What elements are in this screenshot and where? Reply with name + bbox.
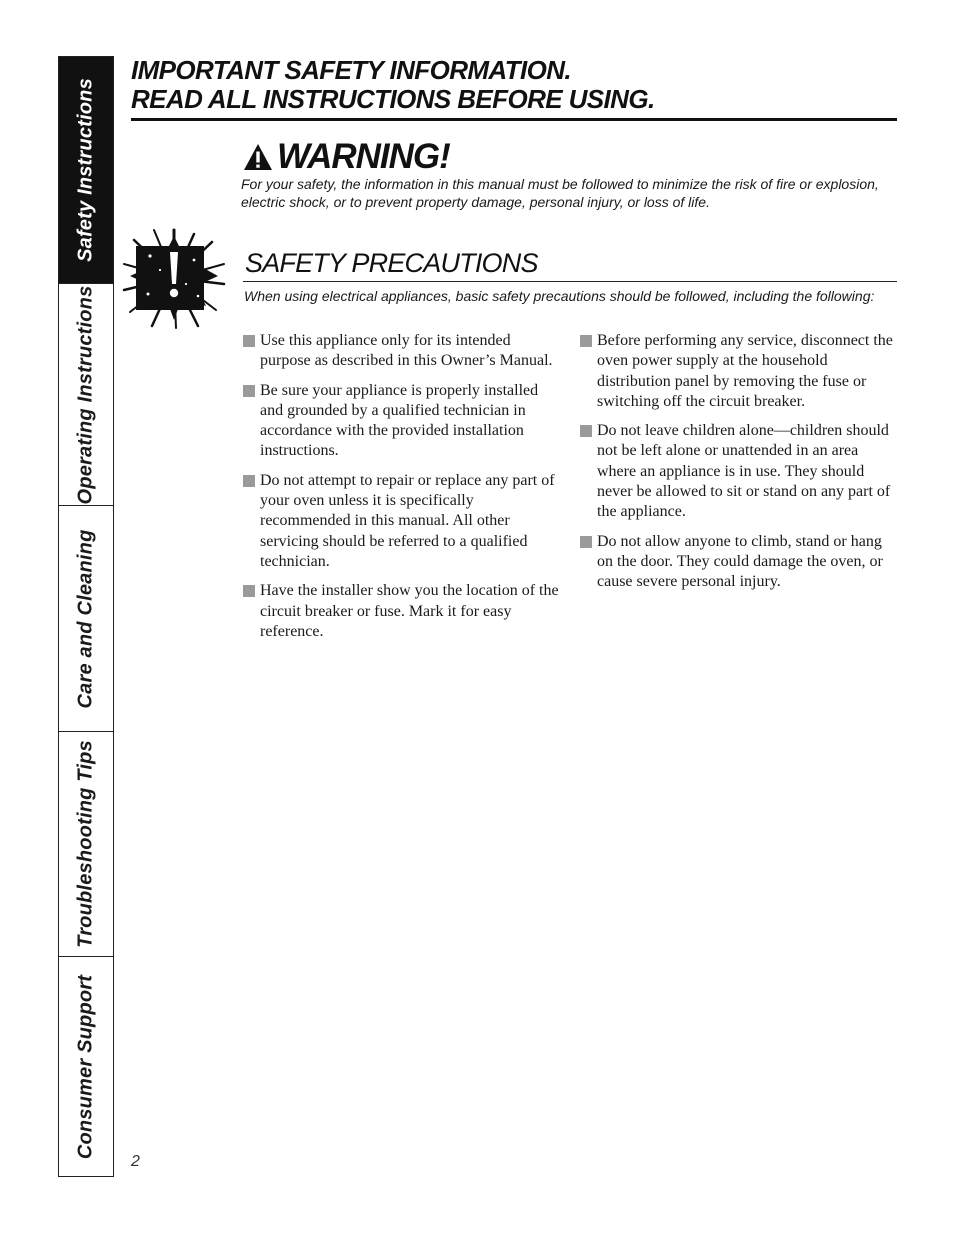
tab-label: Troubleshooting Tips bbox=[74, 740, 97, 948]
tab-label: Care and Cleaning bbox=[74, 529, 97, 708]
square-bullet-icon bbox=[243, 385, 255, 397]
square-bullet-icon bbox=[580, 536, 592, 548]
header-divider bbox=[131, 118, 897, 121]
list-item bbox=[243, 381, 563, 462]
square-bullet-icon bbox=[243, 335, 255, 347]
precautions-column-left bbox=[243, 331, 563, 651]
tab-consumer-support[interactable] bbox=[59, 957, 113, 1176]
section-tab-bar bbox=[58, 56, 114, 1177]
tab-safety-instructions[interactable] bbox=[59, 57, 113, 284]
section-divider bbox=[243, 281, 897, 282]
list-item-text: Do not leave children alone—children should not be left alone or unattended in an area where an appliance is in use. They should never be allowed to sit or stand on any part of the appliance. bbox=[597, 422, 891, 521]
list-item bbox=[580, 421, 900, 522]
warning-triangle-icon bbox=[243, 143, 273, 171]
list-item bbox=[243, 581, 563, 642]
exclamation-burst-icon bbox=[120, 226, 228, 330]
list-item-text: Use this appliance only for its intended purpose as described in this Owner’s Manual. bbox=[260, 332, 553, 370]
tab-care-and-cleaning[interactable] bbox=[59, 506, 113, 732]
precautions-column-right bbox=[580, 331, 900, 602]
page-heading-line-1: IMPORTANT SAFETY INFORMATION. bbox=[131, 55, 571, 85]
tab-label: Safety Instructions bbox=[74, 78, 97, 262]
warning-text: For your safety, the information in this manual must be followed to minimize the risk of fire or explosion, electric shock, or to prevent property damage, personal injury, or loss of life. bbox=[241, 176, 879, 210]
tab-label: Operating Instructions bbox=[74, 285, 97, 504]
list-item-text: Be sure your appliance is properly installed and grounded by a qualified technician in accordance with the provided installation instructions. bbox=[260, 381, 539, 460]
list-item bbox=[580, 331, 900, 412]
square-bullet-icon bbox=[243, 585, 255, 597]
warning-title: WARNING! bbox=[277, 137, 450, 176]
square-bullet-icon bbox=[580, 335, 592, 347]
square-bullet-icon bbox=[580, 425, 592, 437]
list-item-text: Do not allow anyone to climb, stand or hang on the door. They could damage the oven, or cause severe personal injury. bbox=[597, 532, 883, 591]
safety-precautions-intro: When using electrical appliances, basic safety precautions should be followed, including the following: bbox=[244, 288, 875, 304]
list-item bbox=[243, 331, 563, 372]
list-item bbox=[580, 532, 900, 593]
warning-heading bbox=[243, 136, 450, 178]
page-heading-line-2: READ ALL INSTRUCTIONS BEFORE USING. bbox=[131, 84, 655, 114]
list-item-text: Do not attempt to repair or replace any part of your oven unless it is specifically recommended in this manual. All other servicing should be referred to a qualified technician. bbox=[260, 471, 555, 570]
tab-operating-instructions[interactable] bbox=[59, 284, 113, 506]
square-bullet-icon bbox=[243, 475, 255, 487]
page-heading bbox=[131, 56, 655, 114]
safety-precautions-title: SAFETY PRECAUTIONS bbox=[245, 248, 538, 278]
tab-troubleshooting-tips[interactable] bbox=[59, 732, 113, 957]
list-item bbox=[243, 471, 563, 572]
page-number: 2 bbox=[131, 1153, 140, 1170]
tab-label: Consumer Support bbox=[74, 974, 97, 1159]
list-item-text: Have the installer show you the location of the circuit breaker or fuse. Mark it for easy reference. bbox=[260, 582, 559, 640]
list-item-text: Before performing any service, disconnect the oven power supply at the household distribution panel by removing the fuse or switching off the circuit breaker. bbox=[597, 332, 893, 410]
